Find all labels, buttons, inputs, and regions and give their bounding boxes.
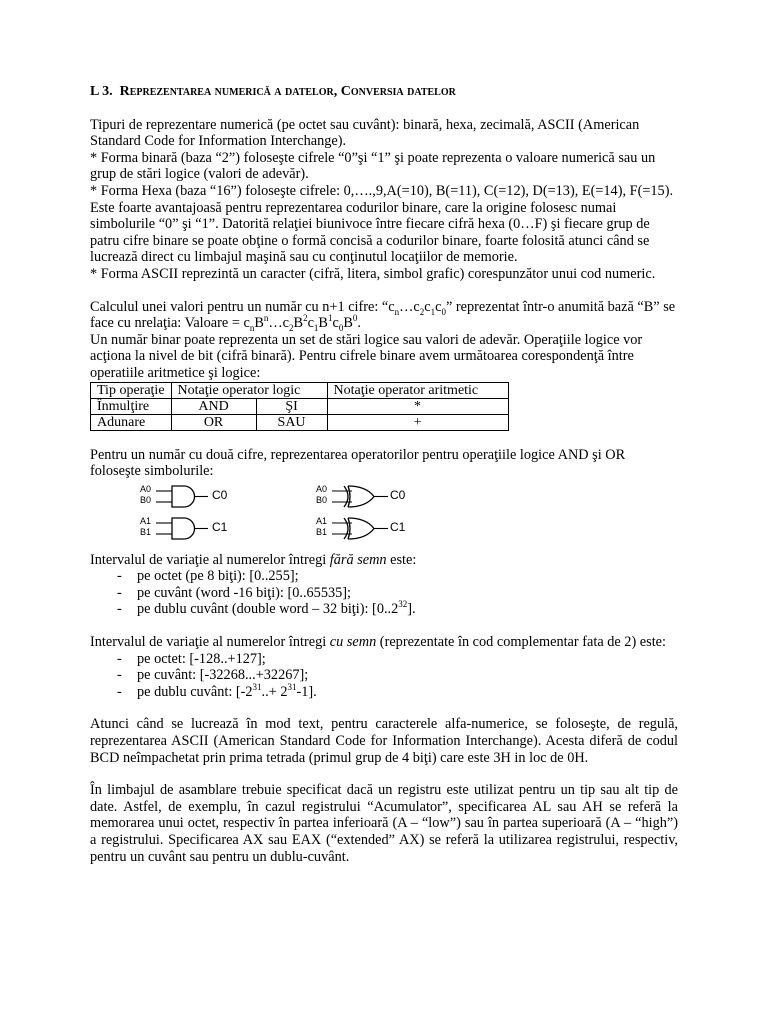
list-item: - pe dublu cuvânt: $[-2^{31}..+ 2^{31}-1]$. <box>118 684 678 701</box>
operations-table <box>90 382 509 431</box>
intro-paragraph: Tipuri de reprezentare numerică (pe octet sau cuvânt): binară, hexa, zecimală, ASCII (American Standard Code for Information Interchange). <box>90 116 640 150</box>
ascii-form-paragraph: * Forma ASCII reprezintă un caracter (cifră, litera, simbol grafic) corespunzător unui cod numeric. <box>90 265 656 282</box>
document-page <box>90 84 678 865</box>
logic-gates-diagram <box>90 482 678 552</box>
table-header-cell: Notaţie operator logic <box>171 382 327 398</box>
page-title <box>90 84 678 101</box>
list-item: - pe cuvânt (word -16 biţi): [0..65535]; <box>118 585 678 602</box>
table-cell: + <box>327 414 508 430</box>
table-row <box>91 414 509 430</box>
table-cell: OR <box>171 414 256 430</box>
title-prefix: L 3. <box>90 84 113 99</box>
table-header-cell: Tip operaţie <box>91 382 172 398</box>
ascii-paragraph: Atunci când se lucrează în mod text, pentru caracterele alfa-numerice, se foloseşte, de regulă, reprezentarea ASCII (American Standard Code for Information Interchange). Acesta diferă de codul BCD neîmpachetat prin prima tetrada (primul grup de 4 biţi) care este 3H in loc de 0H. <box>90 716 678 766</box>
signed-list <box>90 651 678 701</box>
title-part2: Conversia datelor <box>340 84 456 99</box>
table-cell: Înmulţire <box>91 398 172 414</box>
table-row <box>91 398 509 414</box>
list-item: - pe octet: [-128..+127]; <box>118 651 678 668</box>
assembly-paragraph: În limbajul de asamblare trebuie specificat dacă un registru este utilizat pentru un tip sau alt tip de date. Astfel, de exemplu, în cazul registrului “Acumulator”, specificarea AL sau AH se referă la memorarea unui octet, respectiv în partea inferioară (A – “low”) sau în partea superioară (A – “high”) a registrului. Specificarea AX sau EAX (“extended” AX) se referă la utilizarea registrului, respectiv, pentru un cuvânt sau pentru un dublu-cuvânt. <box>90 782 678 865</box>
table-header-row <box>91 382 509 398</box>
list-item: - pe octet (pe 8 biţi): [0..255]; <box>118 568 678 585</box>
table-header-cell: Notaţie operator aritmetic <box>327 382 508 398</box>
list-item: - pe cuvânt: [-32268...+32267]; <box>118 667 678 684</box>
table-cell: ŞI <box>256 398 327 414</box>
calc-paragraph: Calculul unei valori pentru un număr cu n+1 cifre: “$c_n\dots c_2c_1c_0$” reprezentat într-o anumită bază “B” se face cu nrelaţia: Valoare = $c_nB^n\dots c_2B^2c_1B^1c_0B^0$. <box>90 298 676 333</box>
unsigned-list <box>90 568 678 618</box>
list-item: - pe dublu cuvânt (double word – 32 biţi): [0..2$^{32}$]. <box>118 601 678 618</box>
or-gate-1: A1 B1 C1 <box>314 514 434 544</box>
hexa-paragraph: * Forma Hexa (baza “16”) foloseşte cifrele: 0,….,9,A(=10), B(=11), C(=12), D(=13), E(=14), F(=15). Este foarte avantajoasă pentru reprezentarea codurilor binare, care la origine folosesc numai simbolurile “0” şi “1”. Datorită relaţiei biunivoce între fiecare cifră hexa (0…F) şi fiecare grup de patru cifre binare se poate obţine o formă concisă a codurilor binare, foarte folosită atunci când se lucrează direct cu limbajul maşină sau cu conţinutul locaţiilor de memorie. <box>90 182 674 266</box>
or-gate-0: A0 B0 C0 <box>314 482 434 512</box>
table-cell: AND <box>171 398 256 414</box>
and-gate-0: A0 B0 C0 <box>138 482 258 512</box>
and-gate-1: A1 B1 C1 <box>138 514 258 544</box>
title-part1: Reprezentarea numerică a datelor, <box>119 84 338 99</box>
table-cell: SAU <box>256 414 327 430</box>
gates-intro-paragraph: Pentru un număr cu două cifre, reprezentarea operatorilor pentru operaţiile logice AND şi OR foloseşte simbolurile: <box>90 446 626 480</box>
unsigned-intro: Intervalul de variaţie al numerelor întregi fără semn este: <box>90 551 417 568</box>
binary-logic-paragraph: Un număr binar poate reprezenta un set de stări logice sau valori de adevăr. Operaţiile logice vor acţiona la nivel de bit (cifră binară). Pentru cifrele binare avem următoarea corespondenţă între operatiile aritmetice şi logice: <box>90 331 643 381</box>
table-cell: * <box>327 398 508 414</box>
binary-paragraph: * Forma binară (baza “2”) foloseşte cifrele “0”şi “1” şi poate reprezenta o valoare numerică sau un grup de stări logice (valori de adevăr). <box>90 149 656 183</box>
signed-intro: Intervalul de variaţie al numerelor întregi cu semn (reprezentate în cod complementar fata de 2) este: <box>90 634 666 651</box>
table-cell: Adunare <box>91 414 172 430</box>
